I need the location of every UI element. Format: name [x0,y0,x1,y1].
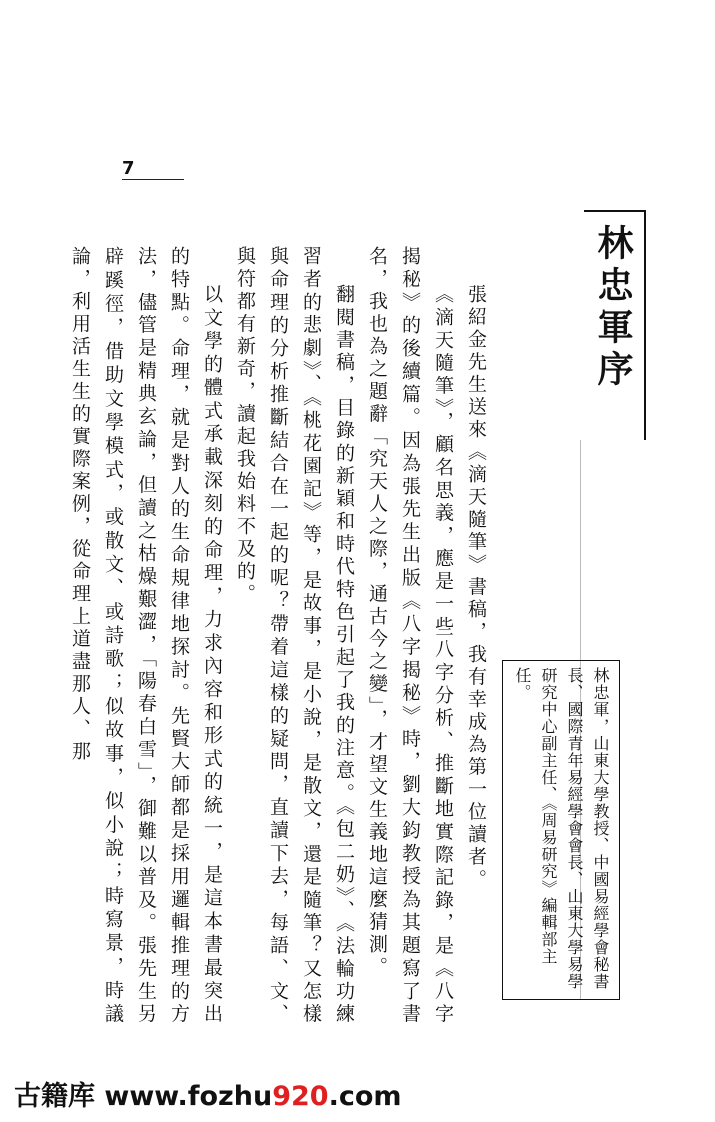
page-number: 7 [122,158,135,179]
preface-body [69,246,492,1026]
watermark-prefix: 古籍库 www.fozhu [14,1081,273,1112]
body-paragraph-1: 張紹金先生送來《滴天隨筆》書稿，我有幸成為第一位讀者。 [465,284,487,892]
author-bio-text: 林忠軍，山東大學教授、中國易經學會秘書長、國際青年易經學會會長、山東大學易學研究中心副主任、《周易研究》編輯部主任。 [513,667,610,990]
body-paragraph-3: 翻閱書稿，目錄的新穎和時代特色引起了我的注意。《包二奶》、《法輪功練習者的悲劇》、《桃花園記》等，是故事，是小說，是散文，還是隨筆？又怎樣與命理的分析推斷結合在一起的呢？帶着這樣的疑問，直讀下去，每語、文、與符都有新奇，讀起我始料不及的。 [234,246,355,1026]
body-paragraph-4: 以文學的體式承載深刻的命理，力求內容和形式的統一，是這本書最突出的特點。命理，就是對人的生命規律地探討。先賢大師都是採用邏輯推理的方法，儘管是精典玄論，但讀之枯燥艱澀，「陽春白雪」，御難以普及。張先生另辟蹊徑，借助文學模式，或散文、或詩歌；似故事，似小說；時寫景，時議論，利用活生生的實際案例，從命理上道盡那人、那 [69,246,223,1026]
site-watermark [14,1074,402,1113]
body-paragraph-2: 《滴天隨筆》，顧名思義，應是一些八字分析、推斷地實際記錄，是《八字揭秘》的後續篇。因為張先生出版《八字揭秘》時，劉大鈞教授為其題寫了書名，我也為之題辭「究天人之際，通古今之變」，才望文生義地這麼猜測。 [366,246,454,1026]
watermark-suffix: .com [328,1081,402,1112]
watermark-number: 920 [272,1081,329,1112]
author-bio-box [502,660,620,1000]
page-number-rule [122,179,184,180]
preface-title: 林忠軍序 [592,224,633,392]
